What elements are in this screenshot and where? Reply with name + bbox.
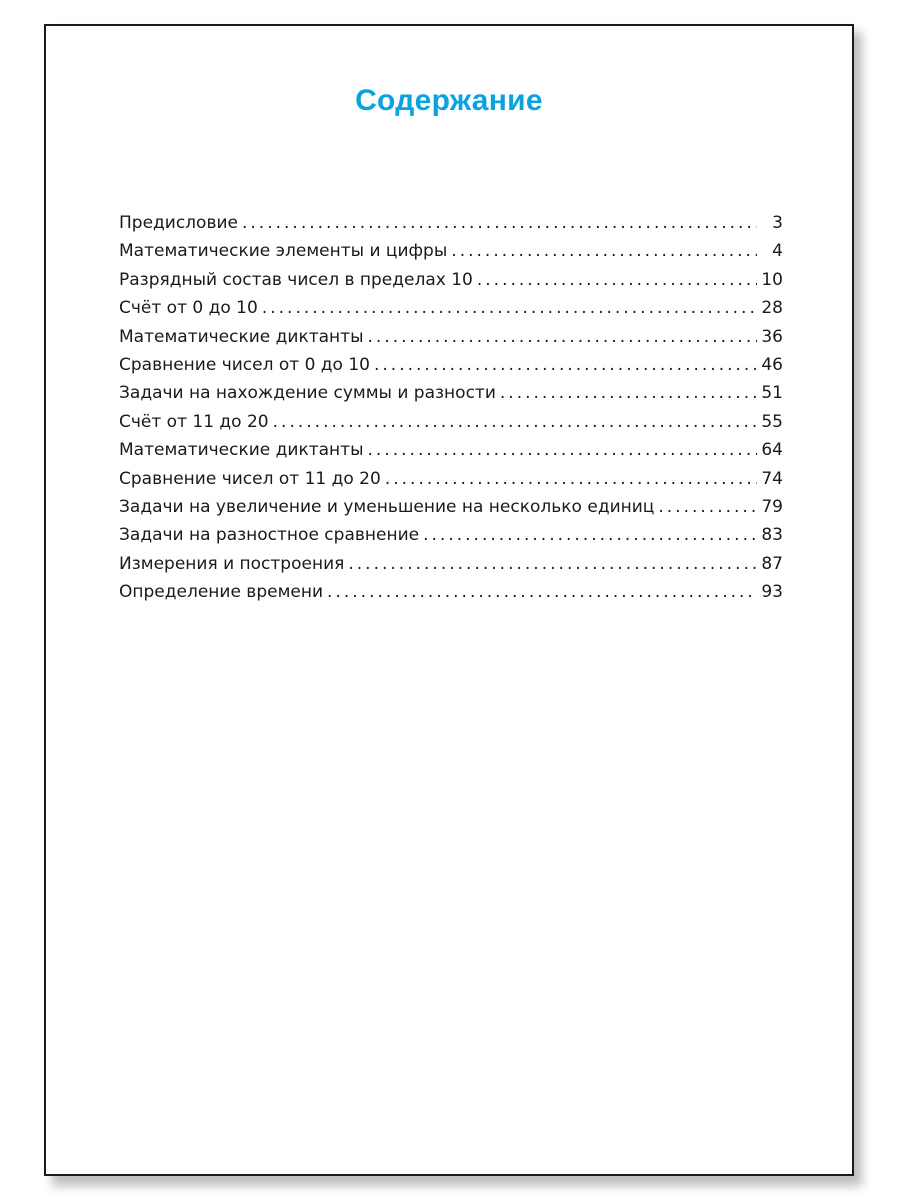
toc-dot-leader <box>374 355 757 375</box>
toc-entry[interactable] <box>119 298 783 326</box>
toc-entry-page: 28 <box>761 298 783 319</box>
toc-entry[interactable] <box>119 327 783 355</box>
toc-dot-leader <box>385 469 757 489</box>
toc-entry-page: 87 <box>761 553 783 574</box>
toc-dot-leader <box>327 582 757 602</box>
toc-entry[interactable] <box>119 270 783 298</box>
toc-entry-label: Задачи на нахождение суммы и разности <box>119 383 496 404</box>
toc-dot-leader <box>500 383 757 403</box>
toc-entry-page: 83 <box>761 525 783 546</box>
toc-entry-label: Математические диктанты <box>119 440 364 461</box>
toc-dot-leader <box>658 497 757 517</box>
toc-entry[interactable] <box>119 383 783 411</box>
toc-entry[interactable] <box>119 355 783 383</box>
toc-entry-label: Сравнение чисел от 0 до 10 <box>119 354 370 375</box>
toc-dot-leader <box>262 298 757 318</box>
toc-entry-label: Измерения и построения <box>119 553 345 574</box>
toc-entry-label: Предисловие <box>119 213 238 233</box>
toc-entry-page: 10 <box>761 269 783 290</box>
toc-entry-label: Задачи на разностное сравнение <box>119 525 420 546</box>
toc-entry-label: Разрядный состав чисел в пределах 10 <box>119 269 473 290</box>
toc-entry-label: Математические элементы и цифры <box>119 241 448 262</box>
toc-entry-page: 79 <box>761 496 783 517</box>
toc-entry-page: 74 <box>761 468 783 489</box>
toc-entry[interactable] <box>119 241 783 269</box>
toc-entry-page: 36 <box>761 326 783 347</box>
toc-entry[interactable] <box>119 412 783 440</box>
toc-entry-label: Сравнение чисел от 11 до 20 <box>119 468 381 489</box>
toc-dot-leader <box>423 525 757 545</box>
toc-entry-page: 3 <box>772 213 783 233</box>
toc-entry[interactable] <box>119 497 783 525</box>
toc-entry-page: 51 <box>761 383 783 404</box>
toc-entry-page: 55 <box>761 411 783 432</box>
toc-entry-page: 4 <box>772 241 783 262</box>
document-page <box>44 24 854 1176</box>
toc-entry-label: Задачи на увеличение и уменьшение на несколько единиц <box>119 496 655 517</box>
toc-entry-label: Математические диктанты <box>119 326 364 347</box>
page-title: Содержание <box>355 84 543 117</box>
toc-entry-label: Счёт от 0 до 10 <box>119 298 258 319</box>
toc-entry[interactable] <box>119 440 783 468</box>
toc-entry-label: Счёт от 11 до 20 <box>119 411 269 432</box>
toc-entry[interactable] <box>119 469 783 497</box>
table-of-contents <box>119 213 783 610</box>
toc-entry-label: Определение времени <box>119 582 324 603</box>
toc-entry[interactable] <box>119 582 783 610</box>
toc-entry[interactable] <box>119 213 783 241</box>
toc-dot-leader <box>368 440 758 460</box>
toc-entry-page: 64 <box>761 440 783 461</box>
toc-entry-page: 93 <box>761 582 783 603</box>
toc-dot-leader <box>477 270 757 290</box>
toc-dot-leader <box>368 327 758 347</box>
toc-entry[interactable] <box>119 554 783 582</box>
toc-dot-leader <box>242 213 757 233</box>
toc-dot-leader <box>273 412 757 432</box>
toc-entry[interactable] <box>119 525 783 553</box>
toc-dot-leader <box>451 241 757 261</box>
toc-dot-leader <box>348 554 757 574</box>
toc-entry-page: 46 <box>761 354 783 375</box>
